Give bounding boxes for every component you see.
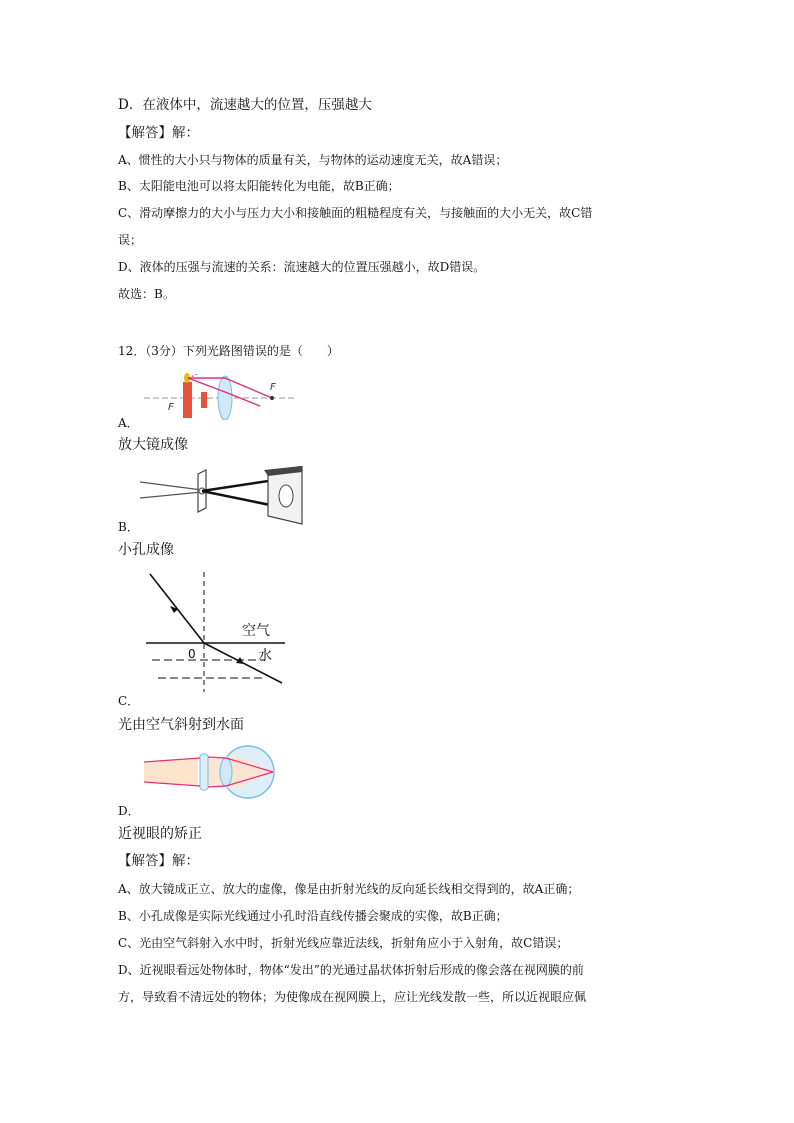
option-a-caption: 放大镜成像 — [118, 437, 188, 453]
answer-line-d: D、液体的压强与流速的关系：流速越大的位置压强越小，故D错误。 — [118, 260, 486, 274]
answer-line-a: A、惯性的大小只与物体的质量有关，与物体的运动速度无关，故A错误； — [118, 153, 508, 167]
answer2-header: 【解答】解： — [118, 853, 199, 869]
answer-line-c-cont: 误； — [118, 233, 143, 247]
option-a-letter: A． — [118, 416, 139, 430]
svg-text:F: F — [168, 402, 174, 413]
option-d-caption: 近视眼的矫正 — [118, 826, 202, 842]
svg-text:0: 0 — [188, 647, 196, 661]
candle-image-icon — [279, 485, 293, 507]
answer2-line-b: B、小孔成像是实际光线通过小孔时沿直线传播会聚成的实像，故B正确； — [118, 909, 508, 923]
question-stem: 12．（3分）下列光路图错误的是（ ） — [118, 344, 339, 358]
option-c-caption: 光由空气斜射到水面 — [118, 717, 244, 733]
answer-conclusion: 故选：B。 — [118, 287, 175, 301]
answer2-line-a: A、放大镜成正立、放大的虚像，像是由折射光线的反向延长线相交得到的，故A正确； — [118, 882, 580, 896]
answer2-line-d-cont: 方，导致看不清远处的物体；为使像成在视网膜上，应让光线发散一些，所以近视眼应佩 — [118, 990, 587, 1004]
option-d-letter: D． — [118, 804, 140, 818]
figure-a-magnifier — [140, 370, 300, 420]
candle-object — [183, 382, 192, 418]
answer-line-b: B、太阳能电池可以将太阳能转化为电能，故B正确； — [118, 179, 400, 193]
option-b-caption: 小孔成像 — [118, 542, 174, 558]
option-d-text: D．在液体中，流速越大的位置，压强越大 — [118, 97, 372, 113]
svg-text:空气: 空气 — [242, 623, 270, 639]
crystalline-lens — [220, 758, 232, 786]
figure-b-pinhole — [140, 466, 310, 528]
svg-text:F: F — [270, 382, 276, 393]
answer-line-c: C、滑动摩擦力的大小与压力大小和接触面的粗糙程度有关，与接触面的大小无关，故C错 — [118, 206, 593, 220]
option-b-letter: B． — [118, 520, 139, 534]
figure-d-myopia — [140, 744, 280, 800]
option-c-letter: C． — [118, 694, 140, 708]
figure-c-refraction — [140, 570, 290, 692]
convex-lens — [218, 376, 232, 420]
svg-text:水: 水 — [258, 648, 272, 664]
answer-header: 【解答】解： — [118, 125, 199, 141]
ray-lower — [202, 491, 275, 506]
ray-upper — [202, 480, 275, 491]
answer2-line-d: D、近视眼看远处物体时，物体“发出”的光通过晶状体折射后形成的像会落在视网膜的前 — [118, 963, 584, 977]
focus-point — [270, 396, 274, 400]
candle-image — [201, 392, 207, 408]
concave-lens — [200, 754, 208, 790]
answer2-line-c: C、光由空气斜射入水中时，折射光线应靠近法线，折射角应小于入射角，故C错误； — [118, 936, 569, 950]
incident-ray — [150, 574, 204, 643]
